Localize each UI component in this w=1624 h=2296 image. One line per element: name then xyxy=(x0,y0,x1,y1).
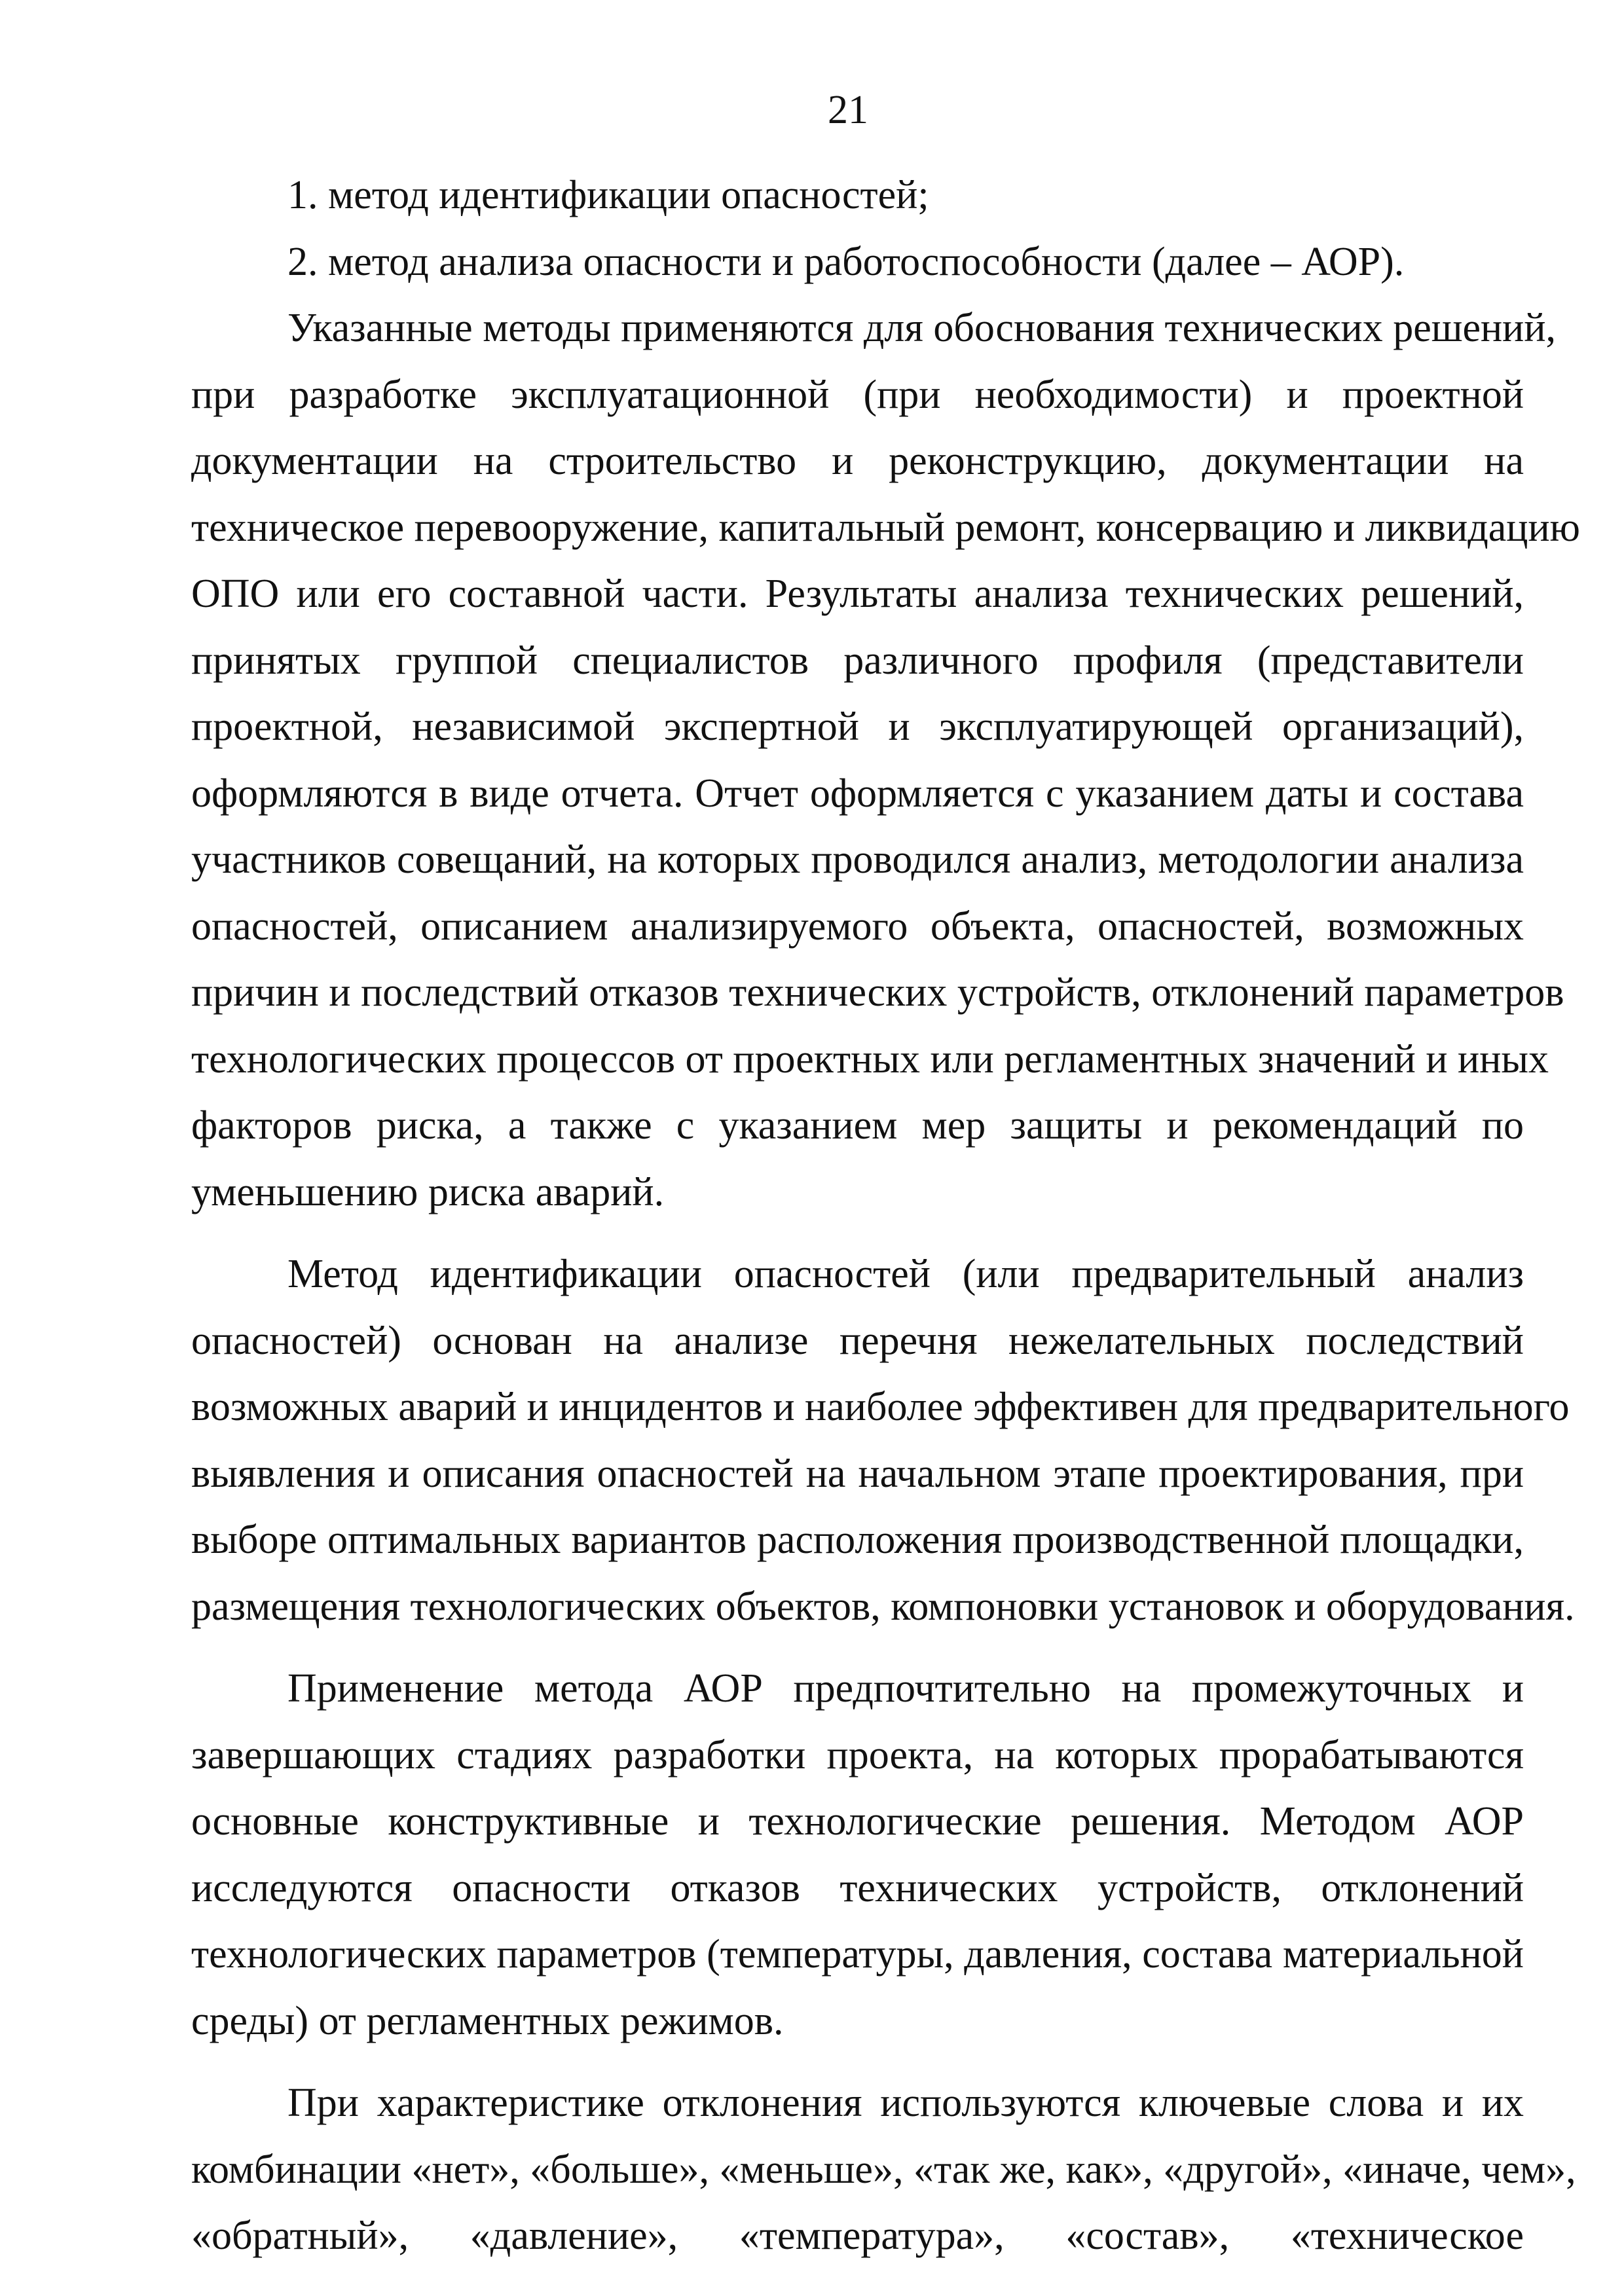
text-line: При характеристике отклонения используются ключевые слова и их xyxy=(287,2081,1524,2125)
text-line: уменьшению риска аварий. xyxy=(191,1169,665,1214)
text-line: среды) от регламентных режимов. xyxy=(191,1998,784,2043)
paragraph xyxy=(191,295,1580,1226)
text-line: основные конструктивные и технологические решения. Методом АОР xyxy=(191,1799,1524,1844)
text-line: причин и последствий отказов технических устройств, отклонений параметров xyxy=(191,970,1564,1015)
text-line: комбинации «нет», «больше», «меньше», «так же, как», «другой», «иначе, чем», xyxy=(191,2147,1576,2192)
paragraph xyxy=(191,1656,1524,2054)
text-line: опасностей) основан на анализе перечня нежелательных последствий xyxy=(191,1318,1524,1363)
text-line: ОПО или его составной части. Результаты анализа технических решений, xyxy=(191,572,1524,616)
paragraph xyxy=(191,162,1524,229)
text-line: «обратный», «давление», «температура», «состав», «техническое xyxy=(191,2214,1524,2258)
text-line: выборе оптимальных вариантов расположения производственной площадки, xyxy=(191,1518,1524,1562)
text-line: возможных аварий и инцидентов и наиболее эффективен для предварительного xyxy=(191,1385,1570,1429)
text-line: факторов риска, а также с указанием мер защиты и рекомендаций по xyxy=(191,1103,1524,1148)
text-line: технологических параметров (температуры, давления, состава материальной xyxy=(191,1932,1524,1977)
paragraph xyxy=(191,229,1524,296)
text-line: Метод идентификации опасностей (или предварительный анализ xyxy=(287,1252,1524,1296)
text-line: при разработке эксплуатационной (при необходимости) и проектной xyxy=(191,372,1524,417)
text-line: завершающих стадиях разработки проекта, на которых прорабатываются xyxy=(191,1732,1524,1777)
text-line: документации на строительство и реконструкцию, документации на xyxy=(191,439,1524,483)
text-line: Применение метода АОР предпочтительно на промежуточных и xyxy=(287,1666,1524,1711)
text-line: участников совещаний, на которых проводился анализ, методологии анализа xyxy=(191,837,1524,882)
text-line: оформляются в виде отчета. Отчет оформляется с указанием даты и состава xyxy=(191,771,1524,816)
paragraph xyxy=(191,1241,1575,1640)
text-line: опасностей, описанием анализируемого объекта, опасностей, возможных xyxy=(191,903,1524,949)
text-line: 2. метод анализа опасности и работоспособности (далее – АОР). xyxy=(287,239,1405,284)
text-line: 1. метод идентификации опасностей; xyxy=(287,173,929,217)
text-line: Указанные методы применяются для обоснования технических решений, xyxy=(287,306,1557,350)
paragraph xyxy=(191,2070,1576,2270)
document-body xyxy=(191,162,1580,2270)
text-line: проектной, независимой экспертной и эксплуатирующей организаций), xyxy=(191,704,1524,749)
text-line: размещения технологических объектов, компоновки установок и оборудования. xyxy=(191,1584,1575,1629)
text-line: технологических процессов от проектных или регламентных значений и иных xyxy=(191,1036,1549,1082)
text-line: техническое перевооружение, капитальный ремонт, консервацию и ликвидацию xyxy=(191,505,1580,550)
page-number: 21 xyxy=(828,88,868,132)
text-line: принятых группой специалистов различного профиля (представители xyxy=(191,638,1524,683)
text-line: исследуются опасности отказов технических устройств, отклонений xyxy=(191,1865,1524,1910)
text-line: выявления и описания опасностей на начальном этапе проектирования, при xyxy=(191,1451,1524,1496)
